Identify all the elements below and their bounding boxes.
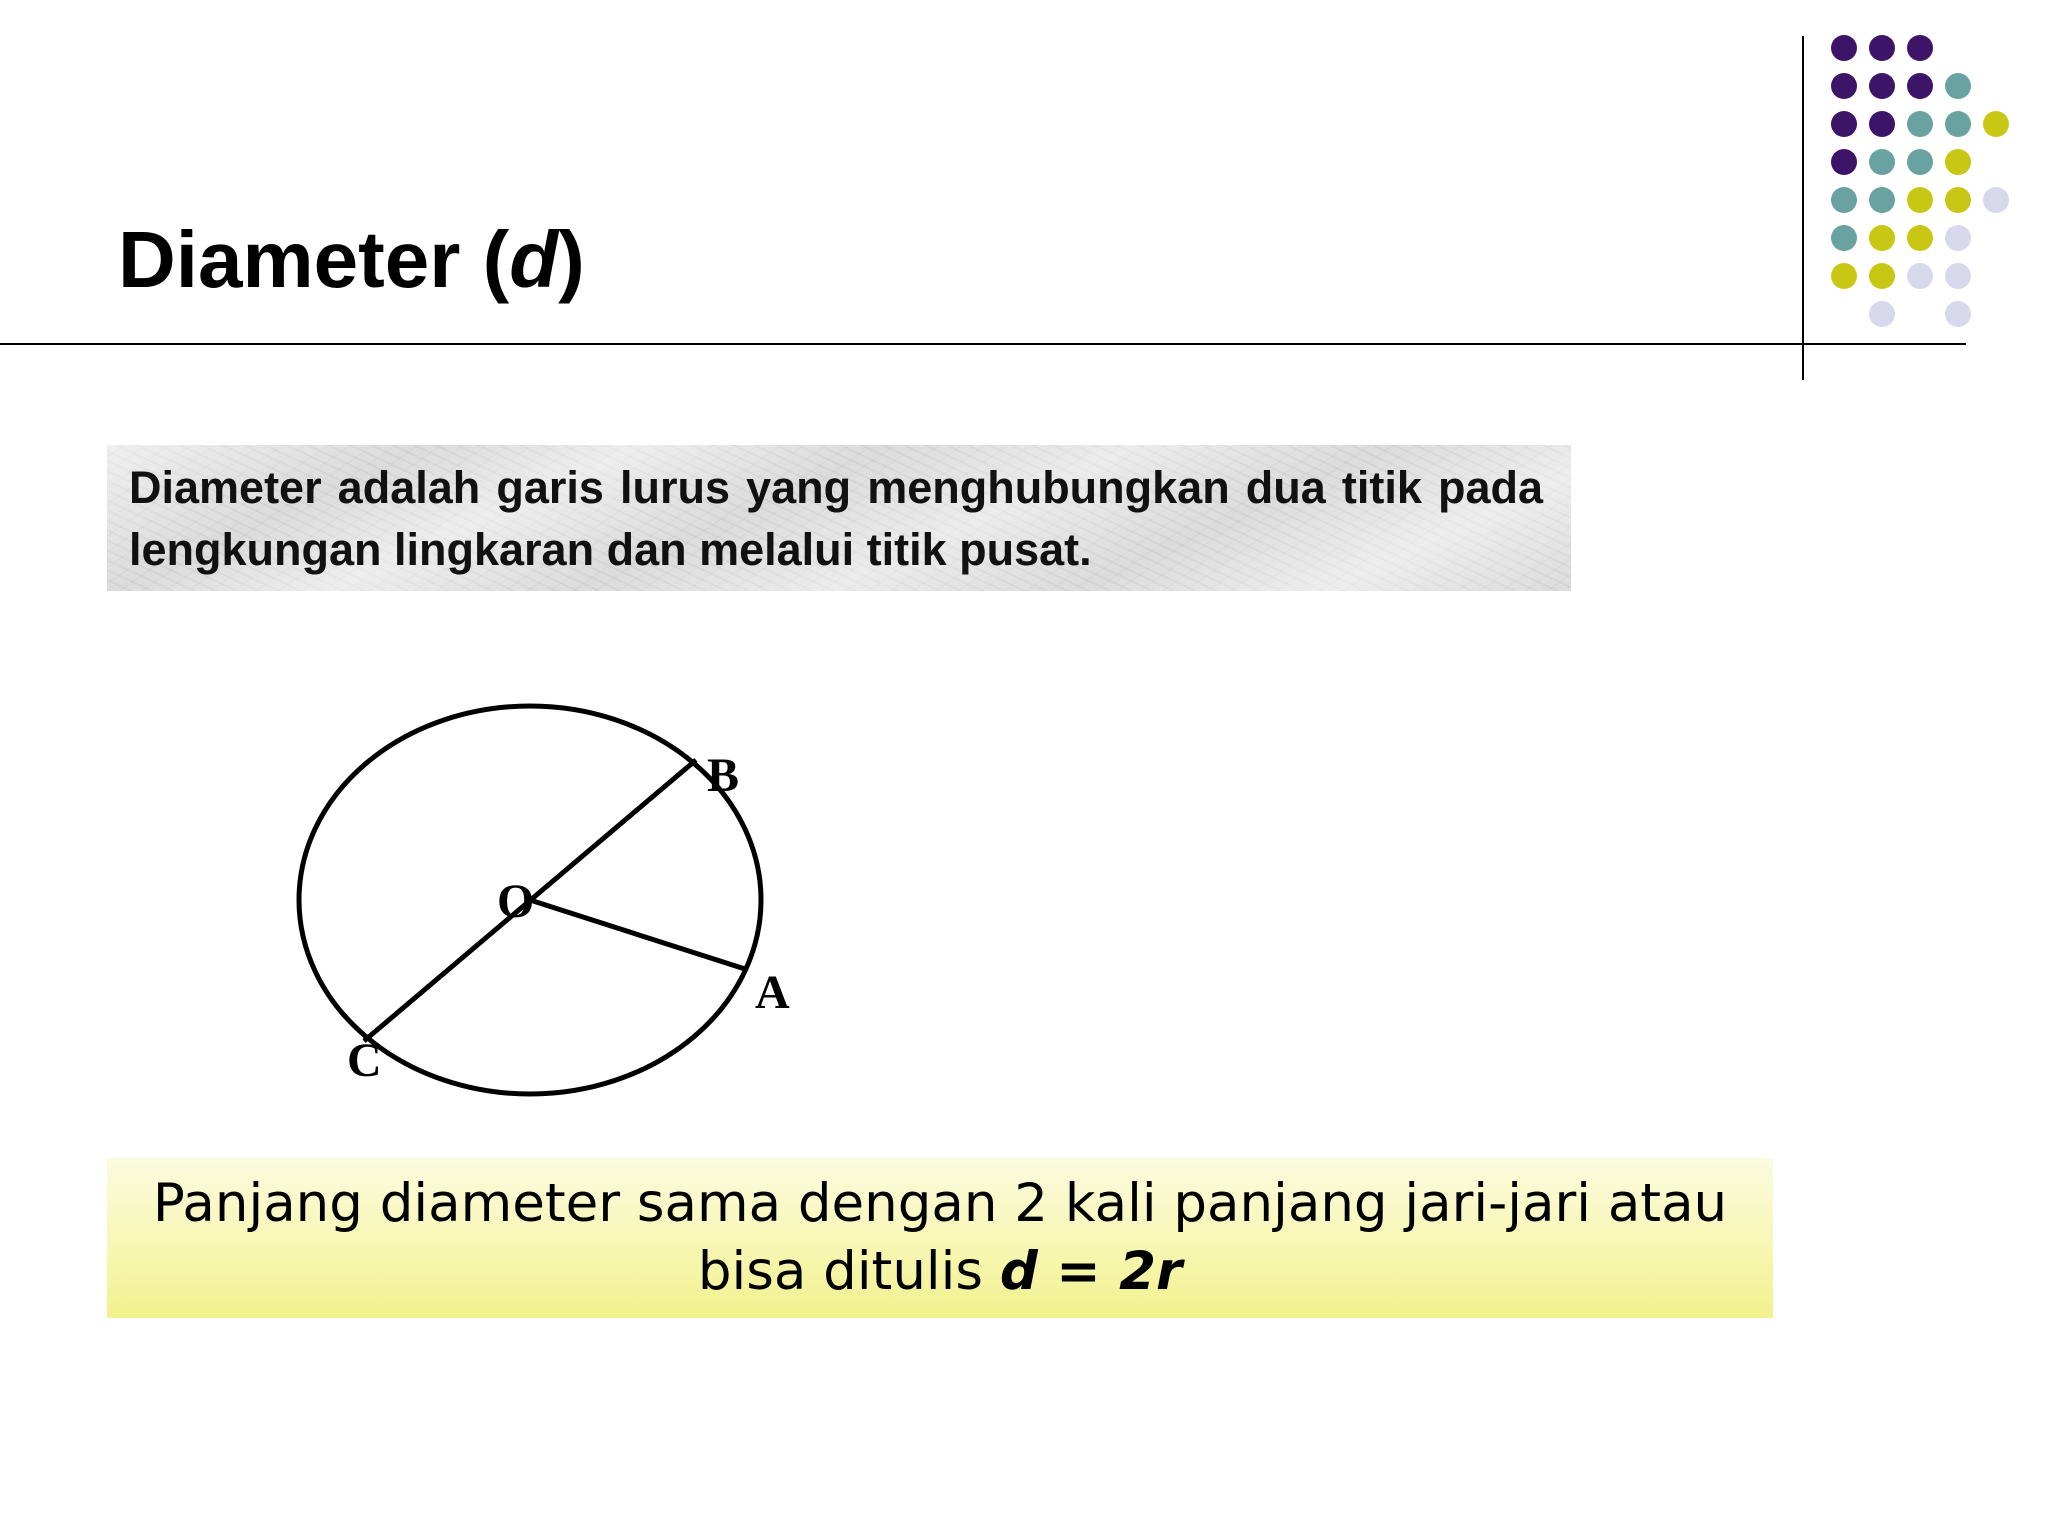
decorative-dot (1869, 73, 1895, 99)
decorative-dot (1831, 73, 1857, 99)
decorative-dot-grid (1830, 30, 2048, 340)
decorative-dot (1907, 225, 1933, 251)
note-line-1: Panjang diameter sama dengan 2 kali panjang jari-jari atau (152, 1173, 1728, 1234)
decorative-dot (1945, 149, 1971, 175)
definition-box (107, 445, 1571, 591)
formula-note-text (107, 1170, 1773, 1306)
decorative-dot (1831, 225, 1857, 251)
decorative-dot (1831, 149, 1857, 175)
radius-line-oa (530, 900, 745, 969)
decorative-dot (1869, 301, 1895, 327)
decorative-dot (1869, 111, 1895, 137)
decorative-dot (1869, 187, 1895, 213)
decorative-dot (1983, 111, 2009, 137)
title-divider-horizontal (0, 343, 1966, 345)
note-line-2-prefix: bisa ditulis (697, 1241, 983, 1302)
label-o: O (497, 875, 535, 928)
decorative-dot (1831, 111, 1857, 137)
decorative-dot (1869, 263, 1895, 289)
decorative-dot (1869, 225, 1895, 251)
decorative-dot (1907, 73, 1933, 99)
decorative-dot (1907, 187, 1933, 213)
title-prefix: Diameter ( (118, 215, 510, 304)
title-divider-vertical (1802, 36, 1804, 380)
decorative-dot (1907, 111, 1933, 137)
decorative-dot (1945, 225, 1971, 251)
decorative-dot (1907, 35, 1933, 61)
decorative-dot (1831, 35, 1857, 61)
diameter-formula: d = 2r (999, 1241, 1183, 1302)
decorative-dot (1831, 263, 1857, 289)
title-variable: d (509, 215, 559, 304)
decorative-dot (1869, 149, 1895, 175)
decorative-dot (1831, 187, 1857, 213)
decorative-dot (1945, 263, 1971, 289)
formula-note-box (107, 1158, 1773, 1318)
decorative-dot (1907, 263, 1933, 289)
decorative-dot (1945, 111, 1971, 137)
decorative-dot (1983, 187, 2009, 213)
decorative-dot (1945, 187, 1971, 213)
decorative-dot (1869, 35, 1895, 61)
label-a: A (755, 966, 790, 1019)
decorative-dot (1945, 301, 1971, 327)
decorative-dot (1945, 73, 1971, 99)
definition-text: Diameter adalah garis lurus yang menghubungkan dua titik pada lengkungan lingkaran dan melalui titik pusat. (129, 462, 1543, 575)
slide-title (118, 210, 585, 310)
label-b: B (707, 749, 740, 802)
label-c: C (347, 1034, 382, 1087)
decorative-dot (1907, 149, 1933, 175)
title-suffix: ) (558, 215, 585, 304)
circle-diagram (280, 690, 820, 1110)
